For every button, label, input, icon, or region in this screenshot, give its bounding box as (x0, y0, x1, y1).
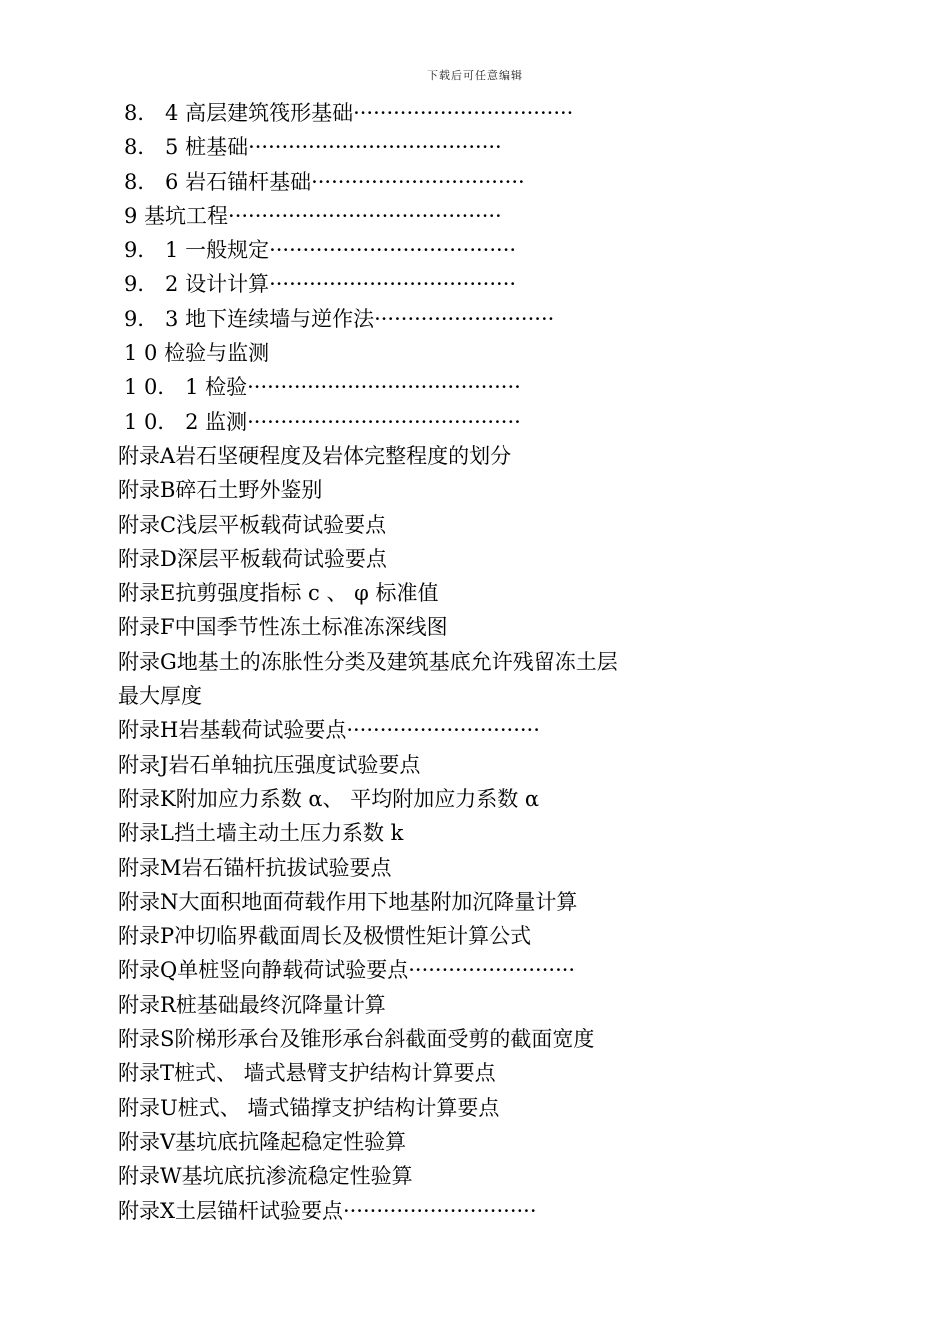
toc-entry: 8． 4 高层建筑筏形基础································· (124, 101, 574, 125)
toc-entry: 附录P冲切临界截面周长及极惯性矩计算公式 (118, 924, 532, 949)
toc-entry: 附录J岩石单轴抗压强度试验要点 (118, 752, 421, 777)
toc-entry: 附录X土层锚杆试验要点····························· (118, 1198, 537, 1223)
toc-entry: 附录V基坑底抗隆起稳定性验算 (118, 1129, 407, 1154)
toc-entry: 1 0 检验与监测 (124, 341, 270, 366)
toc-entry: 附录T桩式、 墙式悬臂支护结构计算要点 (118, 1061, 496, 1086)
toc-entry: 1 0． 2 监测········································· (124, 409, 521, 434)
toc-entry: 8． 6 岩石锚杆基础································ (124, 169, 525, 194)
toc-entry: 附录U桩式、 墙式锚撑支护结构计算要点 (118, 1095, 500, 1120)
toc-entry: 附录L挡土墙主动土压力系数 k (118, 821, 404, 846)
toc-entry: 附录D深层平板载荷试验要点 (118, 546, 387, 571)
page-header: 下载后可任意编辑 (427, 69, 523, 82)
table-of-contents (118, 96, 838, 1228)
toc-entry: 附录R桩基础最终沉降量计算 (118, 992, 386, 1017)
toc-entry: 附录G地基土的冻胀性分类及建筑基底允许残留冻土层 (118, 649, 618, 674)
toc-entry: 附录C浅层平板载荷试验要点 (118, 512, 387, 537)
toc-entry: 9． 1 一般规定····································· (124, 238, 517, 263)
toc-entry: 附录N大面积地面荷载作用下地基附加沉降量计算 (118, 889, 578, 914)
toc-entry: 附录A岩石坚硬程度及岩体完整程度的划分 (118, 443, 512, 468)
toc-entry: 9． 3 地下连续墙与逆作法··························· (124, 306, 555, 331)
toc-entry: 1 0． 1 检验········································· (124, 375, 521, 400)
toc-entry: 附录M岩石锚杆抗拔试验要点 (118, 855, 392, 880)
toc-entry: 附录E抗剪强度指标 c 、 φ 标准值 (118, 581, 439, 606)
toc-entry: 附录B碎石土野外鉴别 (118, 478, 323, 503)
toc-entry: 附录Q单桩竖向静载荷试验要点························· (118, 958, 576, 983)
toc-entry: 9． 2 设计计算····································· (124, 272, 517, 297)
toc-entry: 9 基坑工程········································· (124, 203, 502, 228)
toc-entry: 8． 5 桩基础······································ (124, 135, 502, 160)
toc-entry: 附录S阶梯形承台及锥形承台斜截面受剪的截面宽度 (118, 1027, 595, 1052)
toc-entry: 最大厚度 (118, 684, 202, 709)
toc-entry: 附录W基坑底抗渗流稳定性验算 (118, 1164, 413, 1189)
toc-entry: 附录K附加应力系数 α、 平均附加应力系数 α (118, 786, 540, 811)
toc-entry: 附录H岩基载荷试验要点····························· (118, 718, 540, 743)
toc-entry: 附录F中国季节性冻土标准冻深线图 (118, 615, 448, 640)
